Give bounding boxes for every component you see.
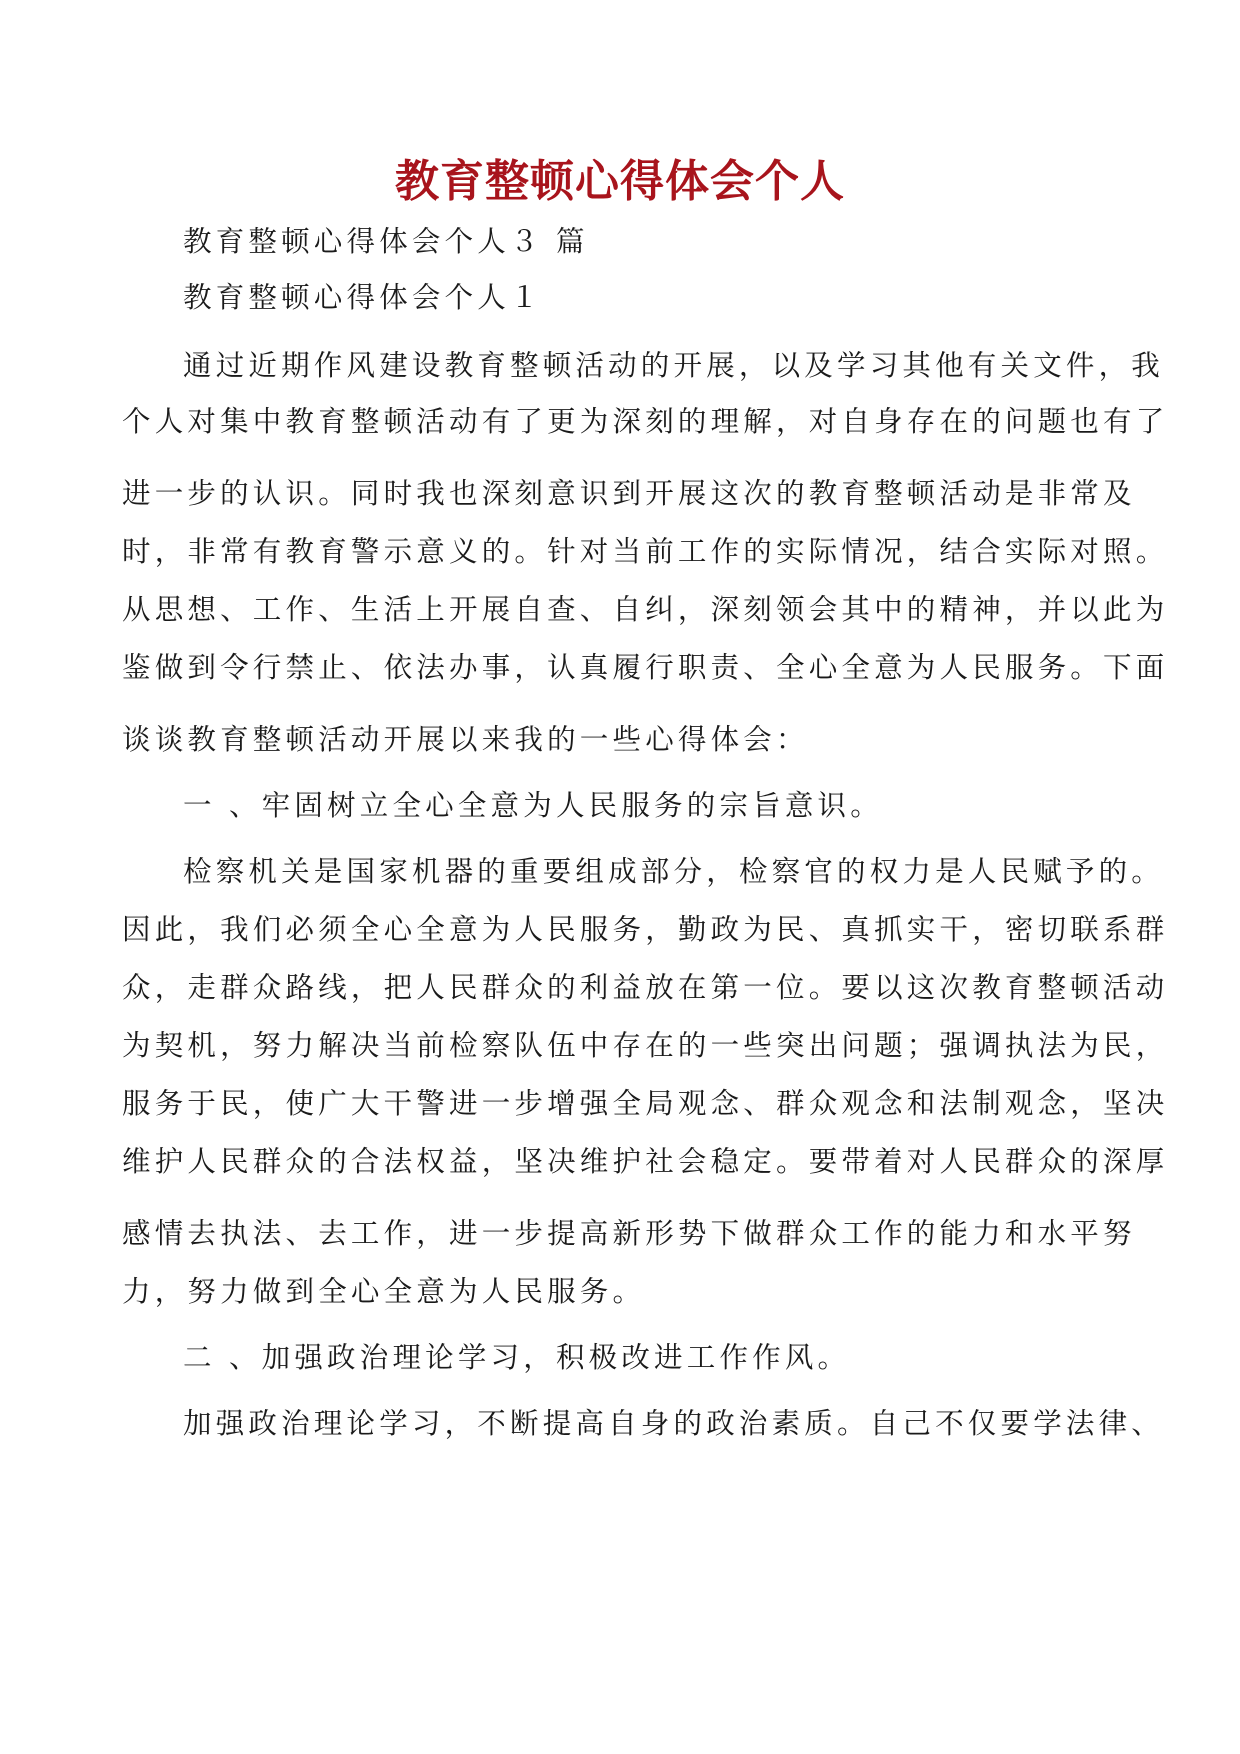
body-line: 众，走群众路线，把人民群众的利益放在第一位。要以这次教育整顿活动 [122, 971, 1169, 1004]
body-line: 加强政治理论学习，不断提高自身的政治素质。自己不仅要学法律、 [183, 1407, 1165, 1440]
body-line: 时，非常有教育警示意义的。针对当前工作的实际情况，结合实际对照。 [122, 535, 1169, 568]
document-title: 教育整顿心得体会个人 [395, 156, 845, 207]
body-line: 鉴做到令行禁止、依法办事，认真履行职责、全心全意为人民服务。下面 [122, 651, 1169, 684]
body-line: 检察机关是国家机器的重要组成部分，检察官的权力是人民赋予的。 [183, 855, 1165, 888]
body-line: 从思想、工作、生活上开展自查、自纠，深刻领会其中的精神，并以此为 [122, 593, 1169, 626]
section-heading: 一 、牢固树立全心全意为人民服务的宗旨意识。 [183, 789, 883, 822]
body-line: 个人对集中教育整顿活动有了更为深刻的理解，对自身存在的问题也有了 [122, 405, 1169, 438]
body-line: 谈谈教育整顿活动开展以来我的一些心得体会： [122, 723, 809, 756]
body-line: 感情去执法、去工作，进一步提高新形势下做群众工作的能力和水平努 [122, 1217, 1136, 1250]
section-heading: 二 、加强政治理论学习，积极改进工作作风。 [183, 1341, 851, 1374]
body-line: 因此，我们必须全心全意为人民服务，勤政为民、真抓实干，密切联系群 [122, 913, 1169, 946]
body-line: 进一步的认识。同时我也深刻意识到开展这次的教育整顿活动是非常及 [122, 477, 1136, 510]
body-line: 通过近期作风建设教育整顿活动的开展，以及学习其他有关文件，我 [183, 349, 1165, 382]
body-line: 力，努力做到全心全意为人民服务。 [122, 1275, 646, 1308]
subtitle-line: 教育整顿心得体会个人１ [183, 281, 543, 314]
body-line: 服务于民，使广大干警进一步增强全局观念、群众观念和法制观念，坚决 [122, 1087, 1169, 1120]
body-line: 维护人民群众的合法权益，坚决维护社会稳定。要带着对人民群众的深厚 [122, 1145, 1169, 1178]
body-line: 为契机，努力解决当前检察队伍中存在的一些突出问题；强调执法为民， [122, 1029, 1169, 1062]
subtitle-line: 教育整顿心得体会个人３ 篇 [183, 225, 589, 258]
